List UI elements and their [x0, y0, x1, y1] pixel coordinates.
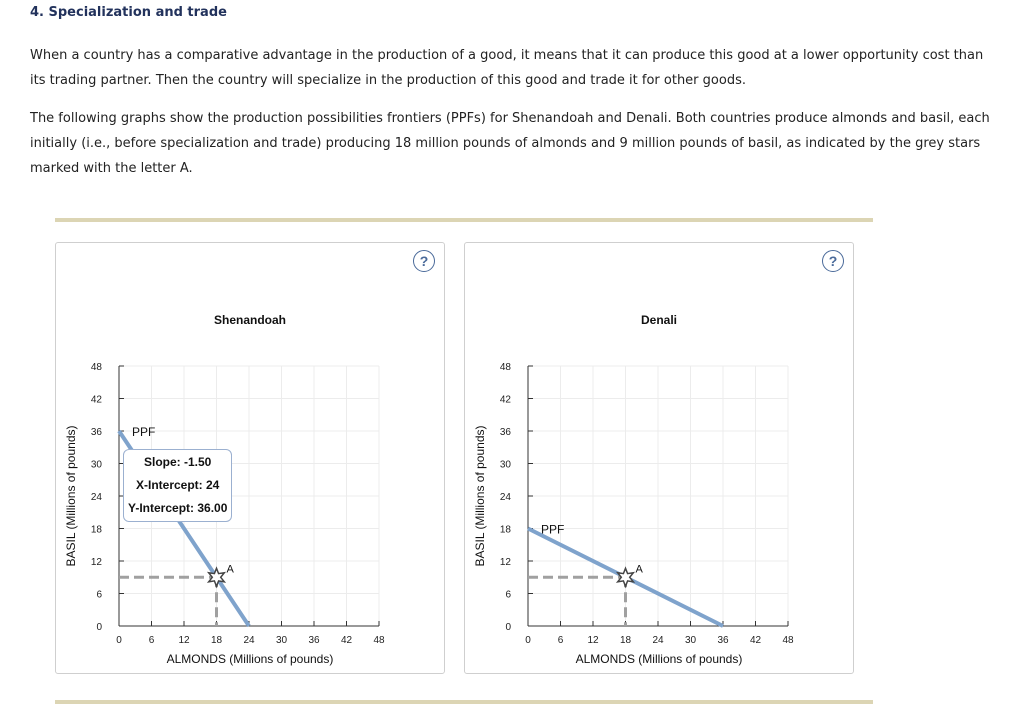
x-tick-label: 0	[116, 635, 122, 646]
y-axis-label: BASIL (Millions of pounds)	[473, 425, 487, 567]
top-divider	[55, 218, 873, 222]
intro-paragraph: When a country has a comparative advantage in the production of a good, it means that it can produce this good at a lower opportunity cost than its trading partner. Then the country will specialize in the production of this good and trade it for other goods.	[30, 48, 984, 88]
y-tick-label: 12	[90, 557, 102, 568]
y-tick-label: 48	[90, 362, 102, 373]
x-tick-label: 18	[619, 635, 632, 646]
y-tick-label: 30	[499, 459, 511, 471]
x-axis-label: ALMONDS (Millions of pounds)	[575, 652, 743, 666]
y-tick-label: 36	[90, 427, 102, 438]
x-tick-label: 24	[243, 635, 255, 646]
point-a-label: A	[226, 563, 234, 576]
y-tick-label: 6	[505, 589, 511, 601]
x-tick-label: 36	[308, 635, 320, 646]
y-tick-label: 42	[90, 394, 102, 406]
x-tick-label: 48	[373, 635, 385, 646]
shenandoah-chart[interactable]	[56, 243, 444, 673]
denali-graph-panel	[464, 242, 854, 674]
y-tick-label: 0	[96, 622, 102, 633]
ppf-label: PPF	[541, 522, 565, 537]
x-tick-label: 30	[684, 635, 697, 646]
x-tick-label: 18	[210, 635, 223, 646]
y-tick-label: 42	[499, 394, 511, 406]
y-tick-label: 18	[499, 524, 511, 536]
y-intercept-text: Y-Intercept: 36.00	[128, 501, 228, 515]
y-tick-label: 36	[499, 427, 511, 438]
x-tick-label: 42	[749, 635, 762, 646]
y-tick-label: 24	[90, 492, 102, 503]
y-axis-label: BASIL (Millions of pounds)	[64, 425, 78, 567]
x-tick-label: 12	[587, 635, 599, 646]
graphs-description-paragraph: The following graphs show the production possibilities frontiers (PPFs) for Shenandoah and Denali. Both countries produce almonds and basil, each initially (i.e., before specialization and trade) producing 18 million pounds of almonds and 9 million pounds of basil, as indicated by the grey stars marked with the letter A.	[30, 111, 990, 176]
x-tick-label: 24	[652, 635, 664, 646]
point-a-label: A	[635, 563, 643, 576]
x-tick-label: 30	[275, 635, 288, 646]
help-icon[interactable]: ?	[822, 250, 844, 272]
x-tick-label: 12	[178, 635, 190, 646]
x-tick-label: 36	[717, 635, 729, 646]
ppf-label: PPF	[132, 425, 156, 439]
y-tick-label: 0	[505, 622, 511, 633]
chart-title: Denali	[640, 313, 678, 327]
y-tick-label: 48	[499, 362, 511, 373]
denali-chart[interactable]	[465, 243, 853, 673]
x-tick-label: 42	[340, 635, 353, 646]
chart-title: Shenandoah	[213, 313, 287, 327]
x-axis-label: ALMONDS (Millions of pounds)	[166, 652, 334, 666]
x-tick-label: 48	[782, 635, 794, 646]
y-tick-label: 6	[96, 589, 102, 601]
y-tick-label: 18	[90, 524, 102, 536]
y-tick-label: 12	[499, 557, 511, 568]
shenandoah-graph-panel	[55, 242, 445, 674]
y-tick-label: 24	[499, 492, 511, 503]
bottom-divider	[55, 700, 873, 704]
slope-text: Slope: -1.50	[144, 455, 212, 469]
ppf-info-box	[123, 449, 232, 522]
x-tick-label: 6	[557, 635, 564, 646]
y-tick-label: 30	[90, 459, 102, 471]
section-title: 4. Specialization and trade	[30, 5, 227, 20]
x-tick-label: 6	[148, 635, 155, 646]
x-tick-label: 0	[525, 635, 531, 646]
x-intercept-text: X-Intercept: 24	[136, 478, 220, 492]
help-icon[interactable]: ?	[413, 250, 435, 272]
